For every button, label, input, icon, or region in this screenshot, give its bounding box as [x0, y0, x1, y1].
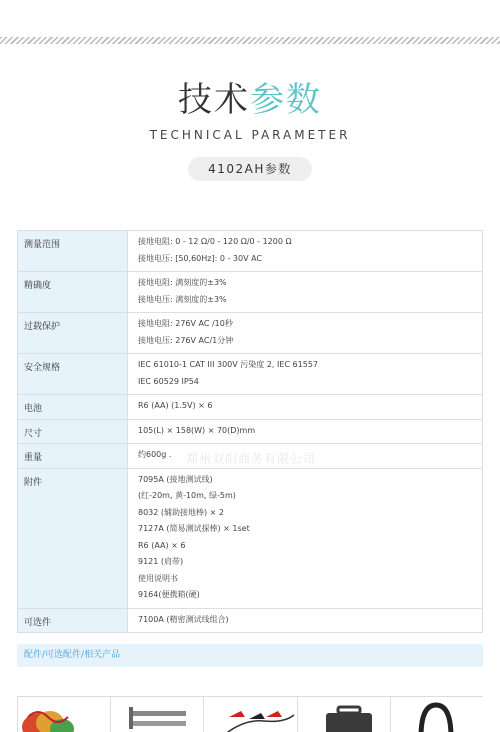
spec-row	[18, 231, 483, 272]
title-part-2: 参数	[250, 80, 322, 120]
spec-value	[128, 419, 483, 444]
spec-value	[128, 231, 483, 272]
strap-icon	[391, 697, 483, 732]
spec-label: 可选件	[18, 608, 128, 633]
related-products-label: 配件/可选配件/相关产品	[24, 650, 121, 660]
related-products-bar[interactable]	[17, 644, 483, 667]
spec-value	[128, 468, 483, 608]
spec-row	[18, 419, 483, 444]
spec-value-line: 接地电压: 276V AC/1分钟	[138, 335, 234, 345]
spec-value-line: R6 (AA) (1.5V) × 6	[138, 401, 213, 410]
thumbnail-strip	[17, 696, 483, 732]
watermark-text: 郑州双阳商务有限公司	[186, 452, 317, 466]
clip-leads-icon	[204, 697, 296, 732]
wire-reels-thumbnail[interactable]	[17, 696, 111, 732]
spec-value-line: R6 (AA) × 6	[138, 540, 186, 550]
spec-value-line: 7127A (简易测试探棒) × 1set	[138, 524, 250, 533]
spec-value-line: 接地电阻: 0 - 12 Ω/0 - 120 Ω/0 - 1200 Ω	[138, 237, 292, 246]
carry-case-thumbnail[interactable]	[297, 696, 391, 732]
spec-label: 过载保护	[18, 313, 128, 354]
spec-row	[18, 395, 483, 420]
spec-value	[128, 395, 483, 420]
spec-row	[18, 354, 483, 395]
spec-label: 电池	[18, 395, 128, 420]
spec-row	[18, 468, 483, 608]
spec-value-line: 105(L) × 158(W) × 70(D)mm	[138, 425, 256, 435]
ground-rods-icon	[111, 697, 203, 732]
spec-label: 测量范围	[18, 231, 128, 272]
model-label-pill: 4102AH参数	[188, 157, 312, 181]
spec-value-line: 7095A (接地测试线)	[138, 474, 213, 484]
spec-value-line: 接地电压: [50,60Hz]: 0 - 30V AC	[138, 253, 263, 263]
spec-value-line: 接地电压: 满刻度的±3%	[138, 294, 227, 304]
spec-value	[128, 608, 483, 633]
spec-value-line: 接地电阻: 满刻度的±3%	[138, 278, 227, 287]
spec-value-line: IEC 61010-1 CAT III 300V 污染度 2, IEC 61557	[138, 360, 318, 369]
spec-value-line: 9164(便携箱(硬)	[138, 590, 200, 599]
spec-value-line: 接地电阻: 276V AC /10秒	[138, 319, 233, 328]
spec-value	[128, 354, 483, 395]
spec-value-line: 8032 (辅助接地棒) × 2	[138, 507, 225, 517]
spec-label: 附件	[18, 468, 128, 608]
spec-value-line: 使用说明书	[138, 573, 178, 583]
spec-value-line: (红-20m, 黄-10m, 绿-5m)	[138, 491, 236, 500]
spec-value-line: 7100A (精密测试线组合)	[138, 614, 229, 624]
spec-row	[18, 608, 483, 633]
wire-reels-icon	[18, 697, 110, 732]
ground-rods-thumbnail[interactable]	[110, 696, 204, 732]
title-part-1: 技术	[178, 80, 250, 120]
spec-value	[128, 313, 483, 354]
decorative-stripe	[0, 37, 500, 44]
carry-case-icon	[298, 697, 390, 732]
spec-value-line: IEC 60529 IP54	[138, 376, 199, 386]
spec-row	[18, 313, 483, 354]
spec-row	[18, 272, 483, 313]
spec-value-line: 约600g .	[138, 450, 172, 459]
spec-label: 重量	[18, 444, 128, 469]
spec-value	[128, 272, 483, 313]
spec-label: 安全规格	[18, 354, 128, 395]
spec-label: 尺寸	[18, 419, 128, 444]
spec-table	[17, 230, 483, 633]
section-subtitle: TECHNICAL PARAMETER	[149, 128, 351, 142]
section-title	[0, 78, 500, 122]
strap-thumbnail[interactable]	[390, 696, 483, 732]
spec-label: 精确度	[18, 272, 128, 313]
clip-leads-thumbnail[interactable]	[203, 696, 297, 732]
spec-value-line: 9121 (肩带)	[138, 557, 184, 566]
